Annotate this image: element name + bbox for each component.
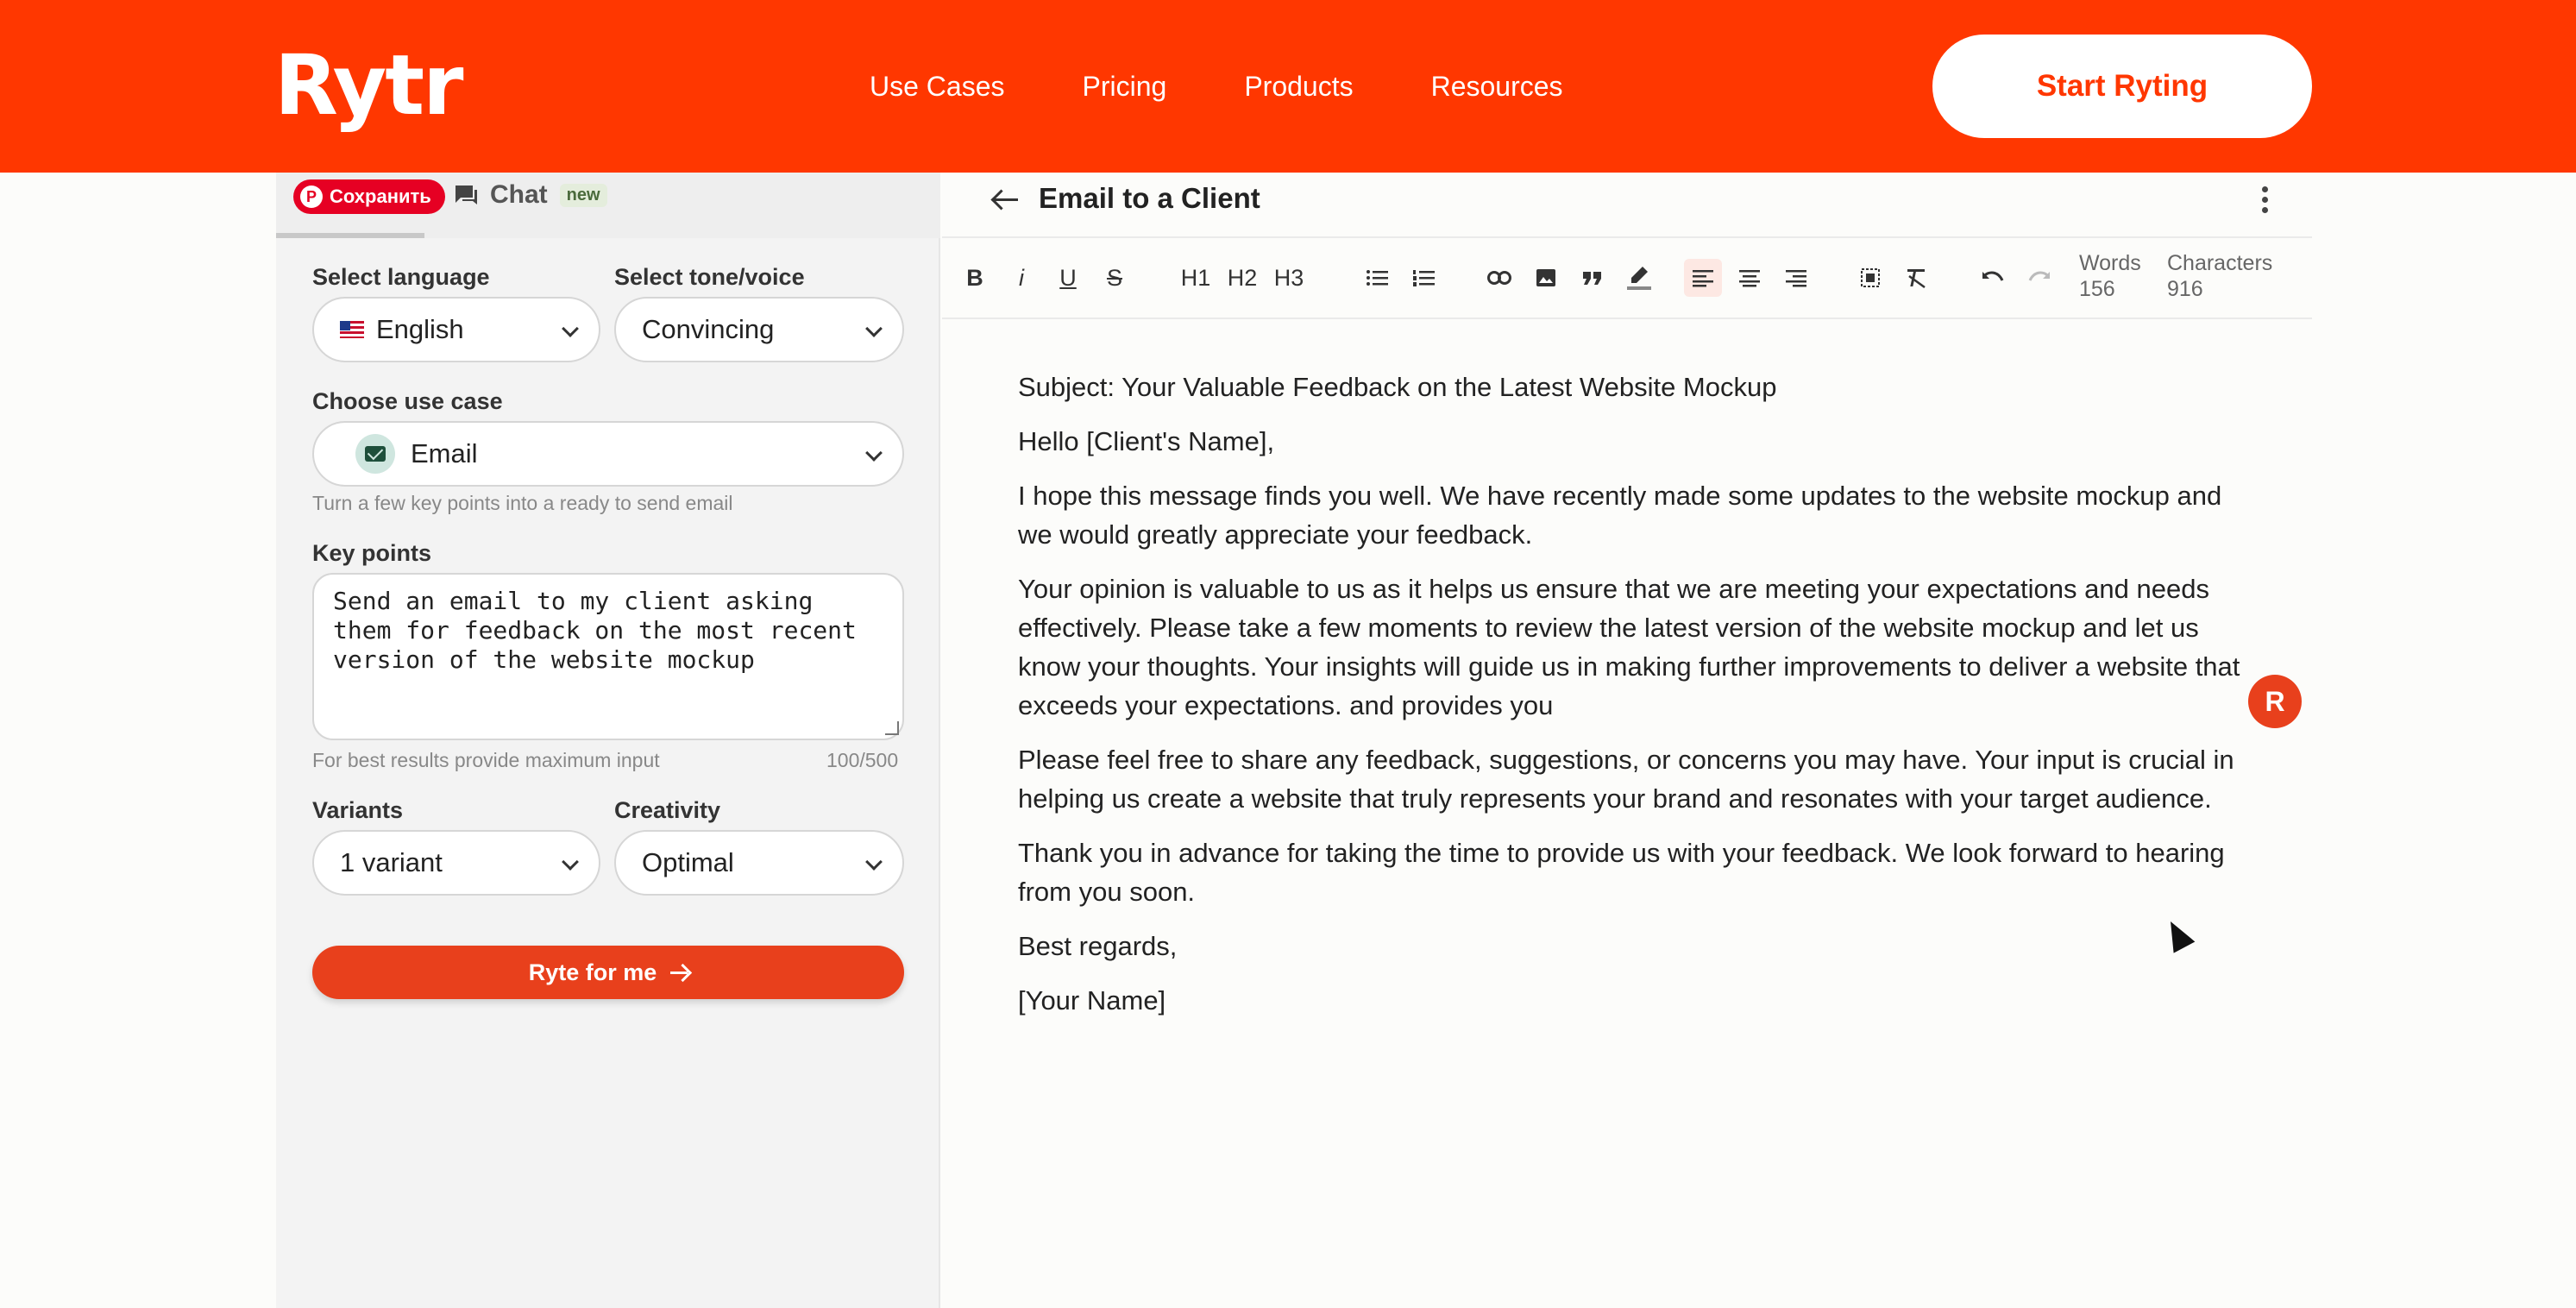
nav-products[interactable]: Products xyxy=(1244,71,1354,102)
language-value: English xyxy=(376,314,464,344)
tone-label: Select tone/voice xyxy=(614,264,805,290)
quote-icon xyxy=(1582,270,1603,286)
align-right-icon xyxy=(1785,268,1807,287)
doc-paragraph: Thank you in advance for taking the time to provide us with your feedback. We look forward to hearing from you soon. xyxy=(1018,838,2225,907)
language-label: Select language xyxy=(312,264,490,290)
undo-button[interactable] xyxy=(1974,259,2012,297)
pinterest-icon: P xyxy=(300,186,323,208)
heading-3-button[interactable]: H3 xyxy=(1270,259,1308,297)
heading-1-button[interactable]: H1 xyxy=(1177,259,1215,297)
strikethrough-button[interactable]: S xyxy=(1096,259,1134,297)
select-all-icon xyxy=(1860,267,1881,288)
characters-value: 916 xyxy=(2167,277,2203,301)
left-sidebar xyxy=(276,173,940,1308)
word-count xyxy=(2079,250,2141,302)
chevron-down-icon xyxy=(562,853,579,871)
key-points-input[interactable] xyxy=(312,573,904,740)
document-title[interactable]: Email to a Client xyxy=(1039,182,1260,214)
characters-label: Characters xyxy=(2167,251,2273,275)
chat-tab-label: Chat xyxy=(490,180,548,209)
heading-2-button[interactable]: H2 xyxy=(1223,259,1261,297)
italic-button[interactable]: i xyxy=(1002,259,1040,297)
chat-bubble-icon xyxy=(454,184,478,206)
use-case-value: Email xyxy=(411,438,478,468)
editor-header xyxy=(942,173,2312,238)
us-flag-icon xyxy=(340,321,364,338)
bullet-list-icon xyxy=(1366,268,1388,287)
email-icon xyxy=(355,434,395,474)
numbered-list-button[interactable] xyxy=(1404,259,1442,297)
top-navigation-bar xyxy=(0,0,2576,173)
use-case-hint: Turn a few key points into a ready to send email xyxy=(312,492,733,514)
rytr-logo[interactable]: Rytr xyxy=(274,37,462,134)
language-select[interactable] xyxy=(312,297,600,362)
tone-value: Convincing xyxy=(642,314,775,344)
align-left-button[interactable] xyxy=(1684,259,1722,297)
nav-pricing[interactable]: Pricing xyxy=(1082,71,1167,102)
numbered-list-icon xyxy=(1412,268,1435,287)
use-case-label: Choose use case xyxy=(312,388,503,414)
active-tab-indicator xyxy=(276,233,424,238)
ryte-for-me-button[interactable] xyxy=(312,946,904,999)
formatting-toolbar xyxy=(942,238,2312,319)
link-icon xyxy=(1487,271,1511,285)
arrow-right-icon xyxy=(670,972,688,974)
image-button[interactable] xyxy=(1527,259,1565,297)
doc-paragraph: Your opinion is valuable to us as it helps us ensure that we are meeting your expectations and needs effectively. Please take a few moments to review the latest version of the website mockup and let us know your thoughts. Your insights will guide us in making further improvements to deliver a website that exceeds your expectations. and provides you xyxy=(1018,574,2240,720)
creativity-value: Optimal xyxy=(642,847,734,877)
doc-paragraph: I hope this message finds you well. We have recently made some updates to the website mockup and we would greatly appreciate your feedback. xyxy=(1018,481,2222,550)
ryte-button-label: Ryte for me xyxy=(528,959,657,985)
back-arrow-icon[interactable] xyxy=(994,198,1018,201)
doc-paragraph: Please feel free to share any feedback, suggestions, or concerns you may have. Your input is crucial in helping us create a website that truly represents your brand and resonates with your target audience. xyxy=(1018,745,2234,814)
rytr-assistant-button[interactable]: R xyxy=(2248,675,2302,728)
variants-label: Variants xyxy=(312,797,404,823)
highlight-button[interactable] xyxy=(1620,259,1658,297)
document-body[interactable] xyxy=(1018,368,2243,1035)
main-nav xyxy=(870,66,1641,107)
chevron-down-icon xyxy=(865,320,883,337)
bullet-list-button[interactable] xyxy=(1358,259,1396,297)
variants-value: 1 variant xyxy=(340,847,443,877)
creativity-label: Creativity xyxy=(614,797,721,823)
clear-formatting-icon xyxy=(1906,267,1928,288)
align-center-icon xyxy=(1738,268,1761,287)
pinterest-save-label: Сохранить xyxy=(330,186,431,207)
highlighter-icon xyxy=(1627,265,1651,291)
tone-select[interactable] xyxy=(614,297,904,362)
use-case-select[interactable] xyxy=(312,421,904,487)
underline-button[interactable]: U xyxy=(1049,259,1087,297)
undo-icon xyxy=(1982,270,2004,286)
chevron-down-icon xyxy=(865,853,883,871)
pinterest-save-button[interactable] xyxy=(293,179,445,214)
chevron-down-icon xyxy=(865,444,883,462)
align-left-icon xyxy=(1692,268,1714,287)
bold-button[interactable]: B xyxy=(956,259,994,297)
image-icon xyxy=(1536,268,1556,287)
redo-icon xyxy=(2028,270,2051,286)
align-center-button[interactable] xyxy=(1731,259,1769,297)
character-count xyxy=(2167,250,2272,302)
more-options-icon[interactable] xyxy=(2262,186,2269,214)
doc-paragraph: [Your Name] xyxy=(1018,985,1166,1016)
tab-chat[interactable] xyxy=(454,176,607,214)
start-ryting-button[interactable]: Start Ryting xyxy=(1932,35,2312,138)
sidebar-tabs xyxy=(276,173,940,238)
clear-formatting-button[interactable] xyxy=(1898,259,1936,297)
redo-button[interactable] xyxy=(2020,259,2058,297)
key-points-label: Key points xyxy=(312,540,432,566)
doc-paragraph: Subject: Your Valuable Feedback on the Latest Website Mockup xyxy=(1018,372,1777,402)
nav-use-cases[interactable]: Use Cases xyxy=(870,71,1005,102)
key-points-counter: 100/500 xyxy=(826,749,899,771)
doc-paragraph: Best regards, xyxy=(1018,931,1178,961)
select-all-button[interactable] xyxy=(1851,259,1889,297)
words-label: Words xyxy=(2079,251,2141,275)
doc-paragraph: Hello [Client's Name], xyxy=(1018,426,1275,456)
editor-panel xyxy=(942,173,2312,1308)
variants-select[interactable] xyxy=(312,830,600,896)
words-value: 156 xyxy=(2079,277,2115,301)
key-points-hint: For best results provide maximum input xyxy=(312,749,660,771)
quote-button[interactable] xyxy=(1574,259,1612,297)
new-badge: new xyxy=(560,184,607,207)
link-button[interactable] xyxy=(1480,259,1518,297)
align-right-button[interactable] xyxy=(1777,259,1815,297)
nav-resources[interactable]: Resources xyxy=(1430,71,1563,102)
chevron-down-icon xyxy=(562,320,579,337)
resize-handle-icon[interactable] xyxy=(885,721,899,735)
creativity-select[interactable] xyxy=(614,830,904,896)
